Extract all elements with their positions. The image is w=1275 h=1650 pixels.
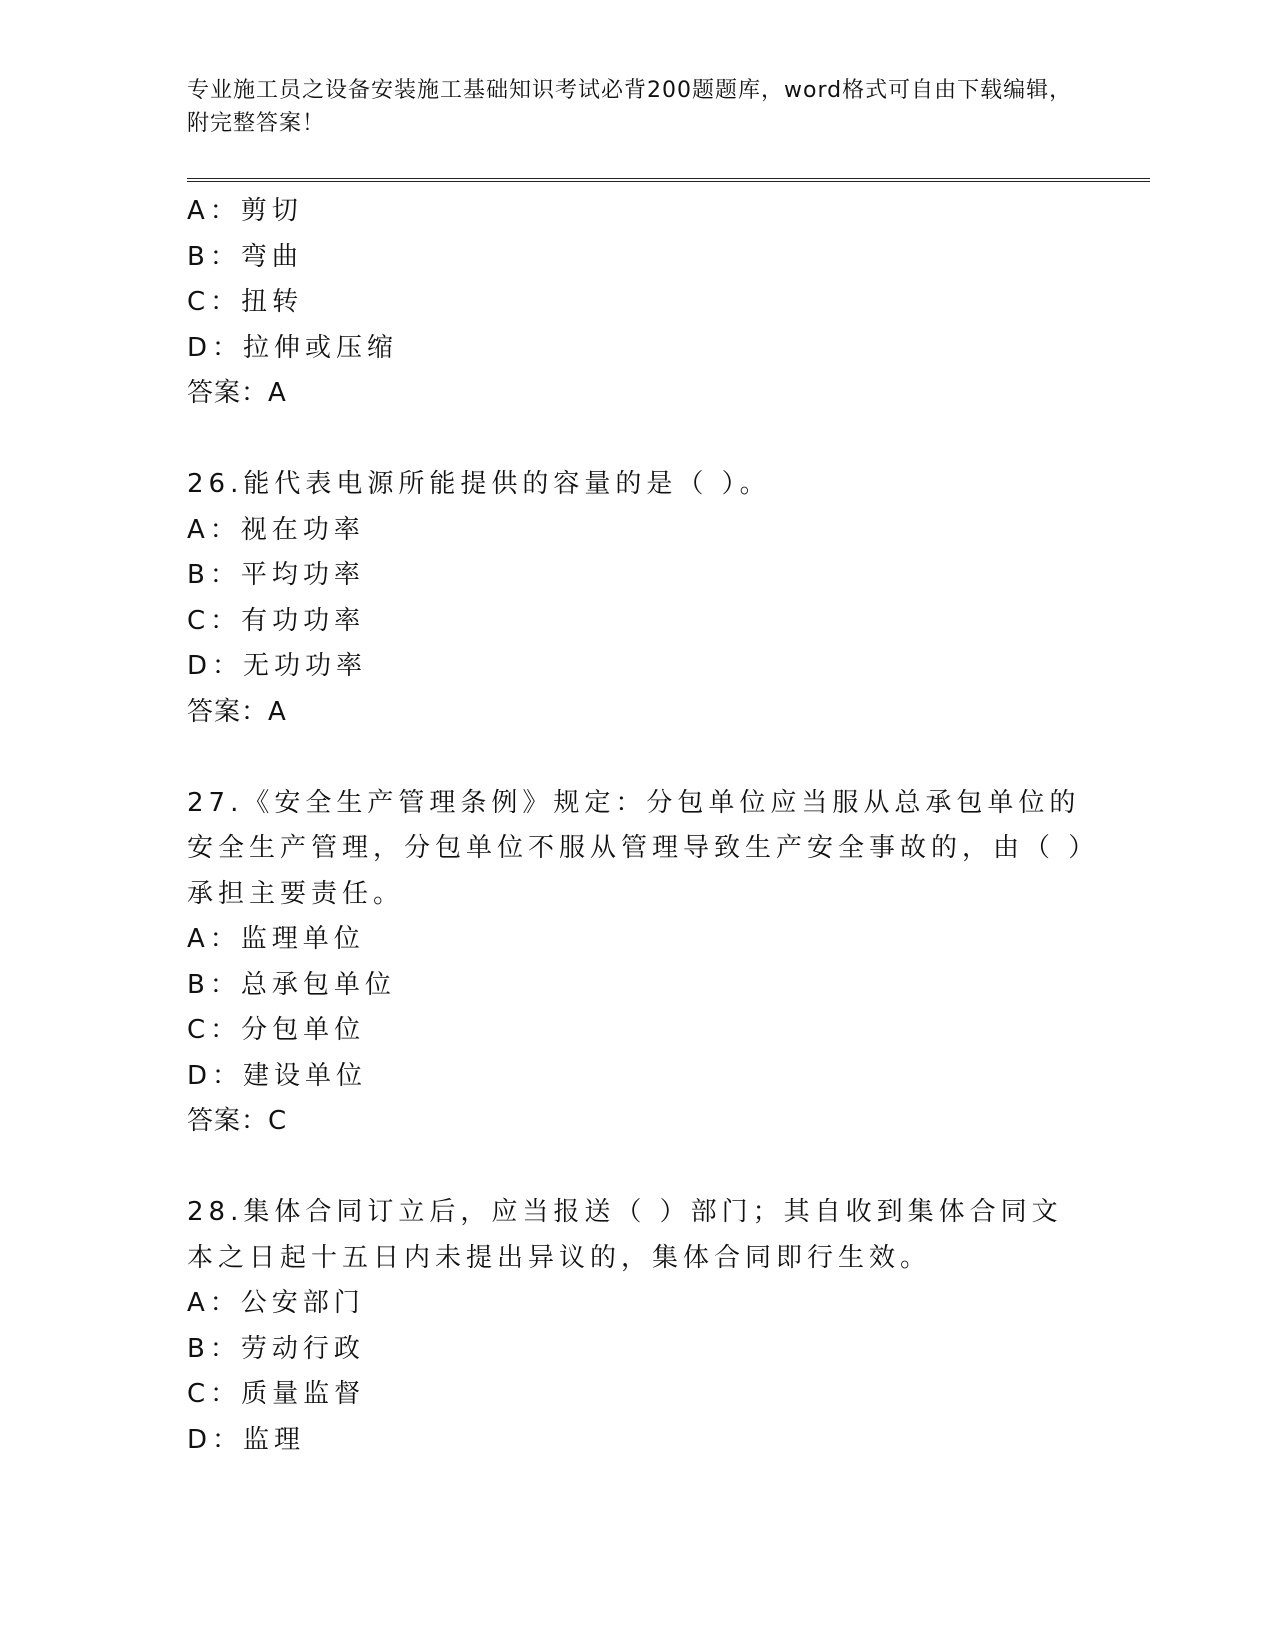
option-a: A：视在功率 xyxy=(187,514,365,545)
question-26 xyxy=(187,462,1087,735)
option-c: C：分包单位 xyxy=(187,1015,366,1045)
option-d: D：建设单位 xyxy=(187,1060,368,1091)
question-list xyxy=(187,189,1087,1463)
option-b: B：平均功率 xyxy=(187,560,365,590)
question-stem: 27.《安全生产管理条例》规定：分包单位应当服从总承包单位的安全生产管理，分包单位不服从管理导致生产安全事故的，由（ ）承担主要责任。 xyxy=(187,787,1087,909)
header-divider xyxy=(187,178,1150,182)
question-stem: 26.能代表电源所能提供的容量的是（ ）。 xyxy=(187,469,771,499)
prev-question-block xyxy=(187,189,1087,417)
question-27 xyxy=(187,781,1087,1145)
option-b: B：劳动行政 xyxy=(187,1333,365,1364)
option-c: C：质量监督 xyxy=(187,1379,366,1409)
spacer xyxy=(187,1145,1087,1191)
option-a: A：剪切 xyxy=(187,196,303,226)
option-c: C：扭转 xyxy=(187,287,304,317)
option-b: B：弯曲 xyxy=(187,241,303,272)
document-header-title: 专业施工员之设备安装施工基础知识考试必背200题题库，word格式可自由下载编辑，附完整答案！ xyxy=(187,78,1073,136)
option-a: A：公安部门 xyxy=(187,1288,365,1318)
option-d: D：监理 xyxy=(187,1424,306,1455)
question-28 xyxy=(187,1190,1087,1463)
option-d: D：拉伸或压缩 xyxy=(187,332,399,363)
spacer xyxy=(187,735,1087,781)
spacer xyxy=(187,417,1087,463)
answer-line: 答案：A xyxy=(187,696,287,727)
option-b: B：总承包单位 xyxy=(187,969,396,1000)
answer-line: 答案：C xyxy=(187,1106,288,1136)
option-a: A：监理单位 xyxy=(187,924,365,954)
option-c: C：有功功率 xyxy=(187,605,366,636)
answer-line: 答案：A xyxy=(187,378,287,408)
option-d: D：无功功率 xyxy=(187,651,368,681)
question-stem: 28.集体合同订立后，应当报送（ ）部门；其自收到集体合同文本之日起十五日内未提出异议的，集体合同即行生效。 xyxy=(187,1197,1063,1273)
